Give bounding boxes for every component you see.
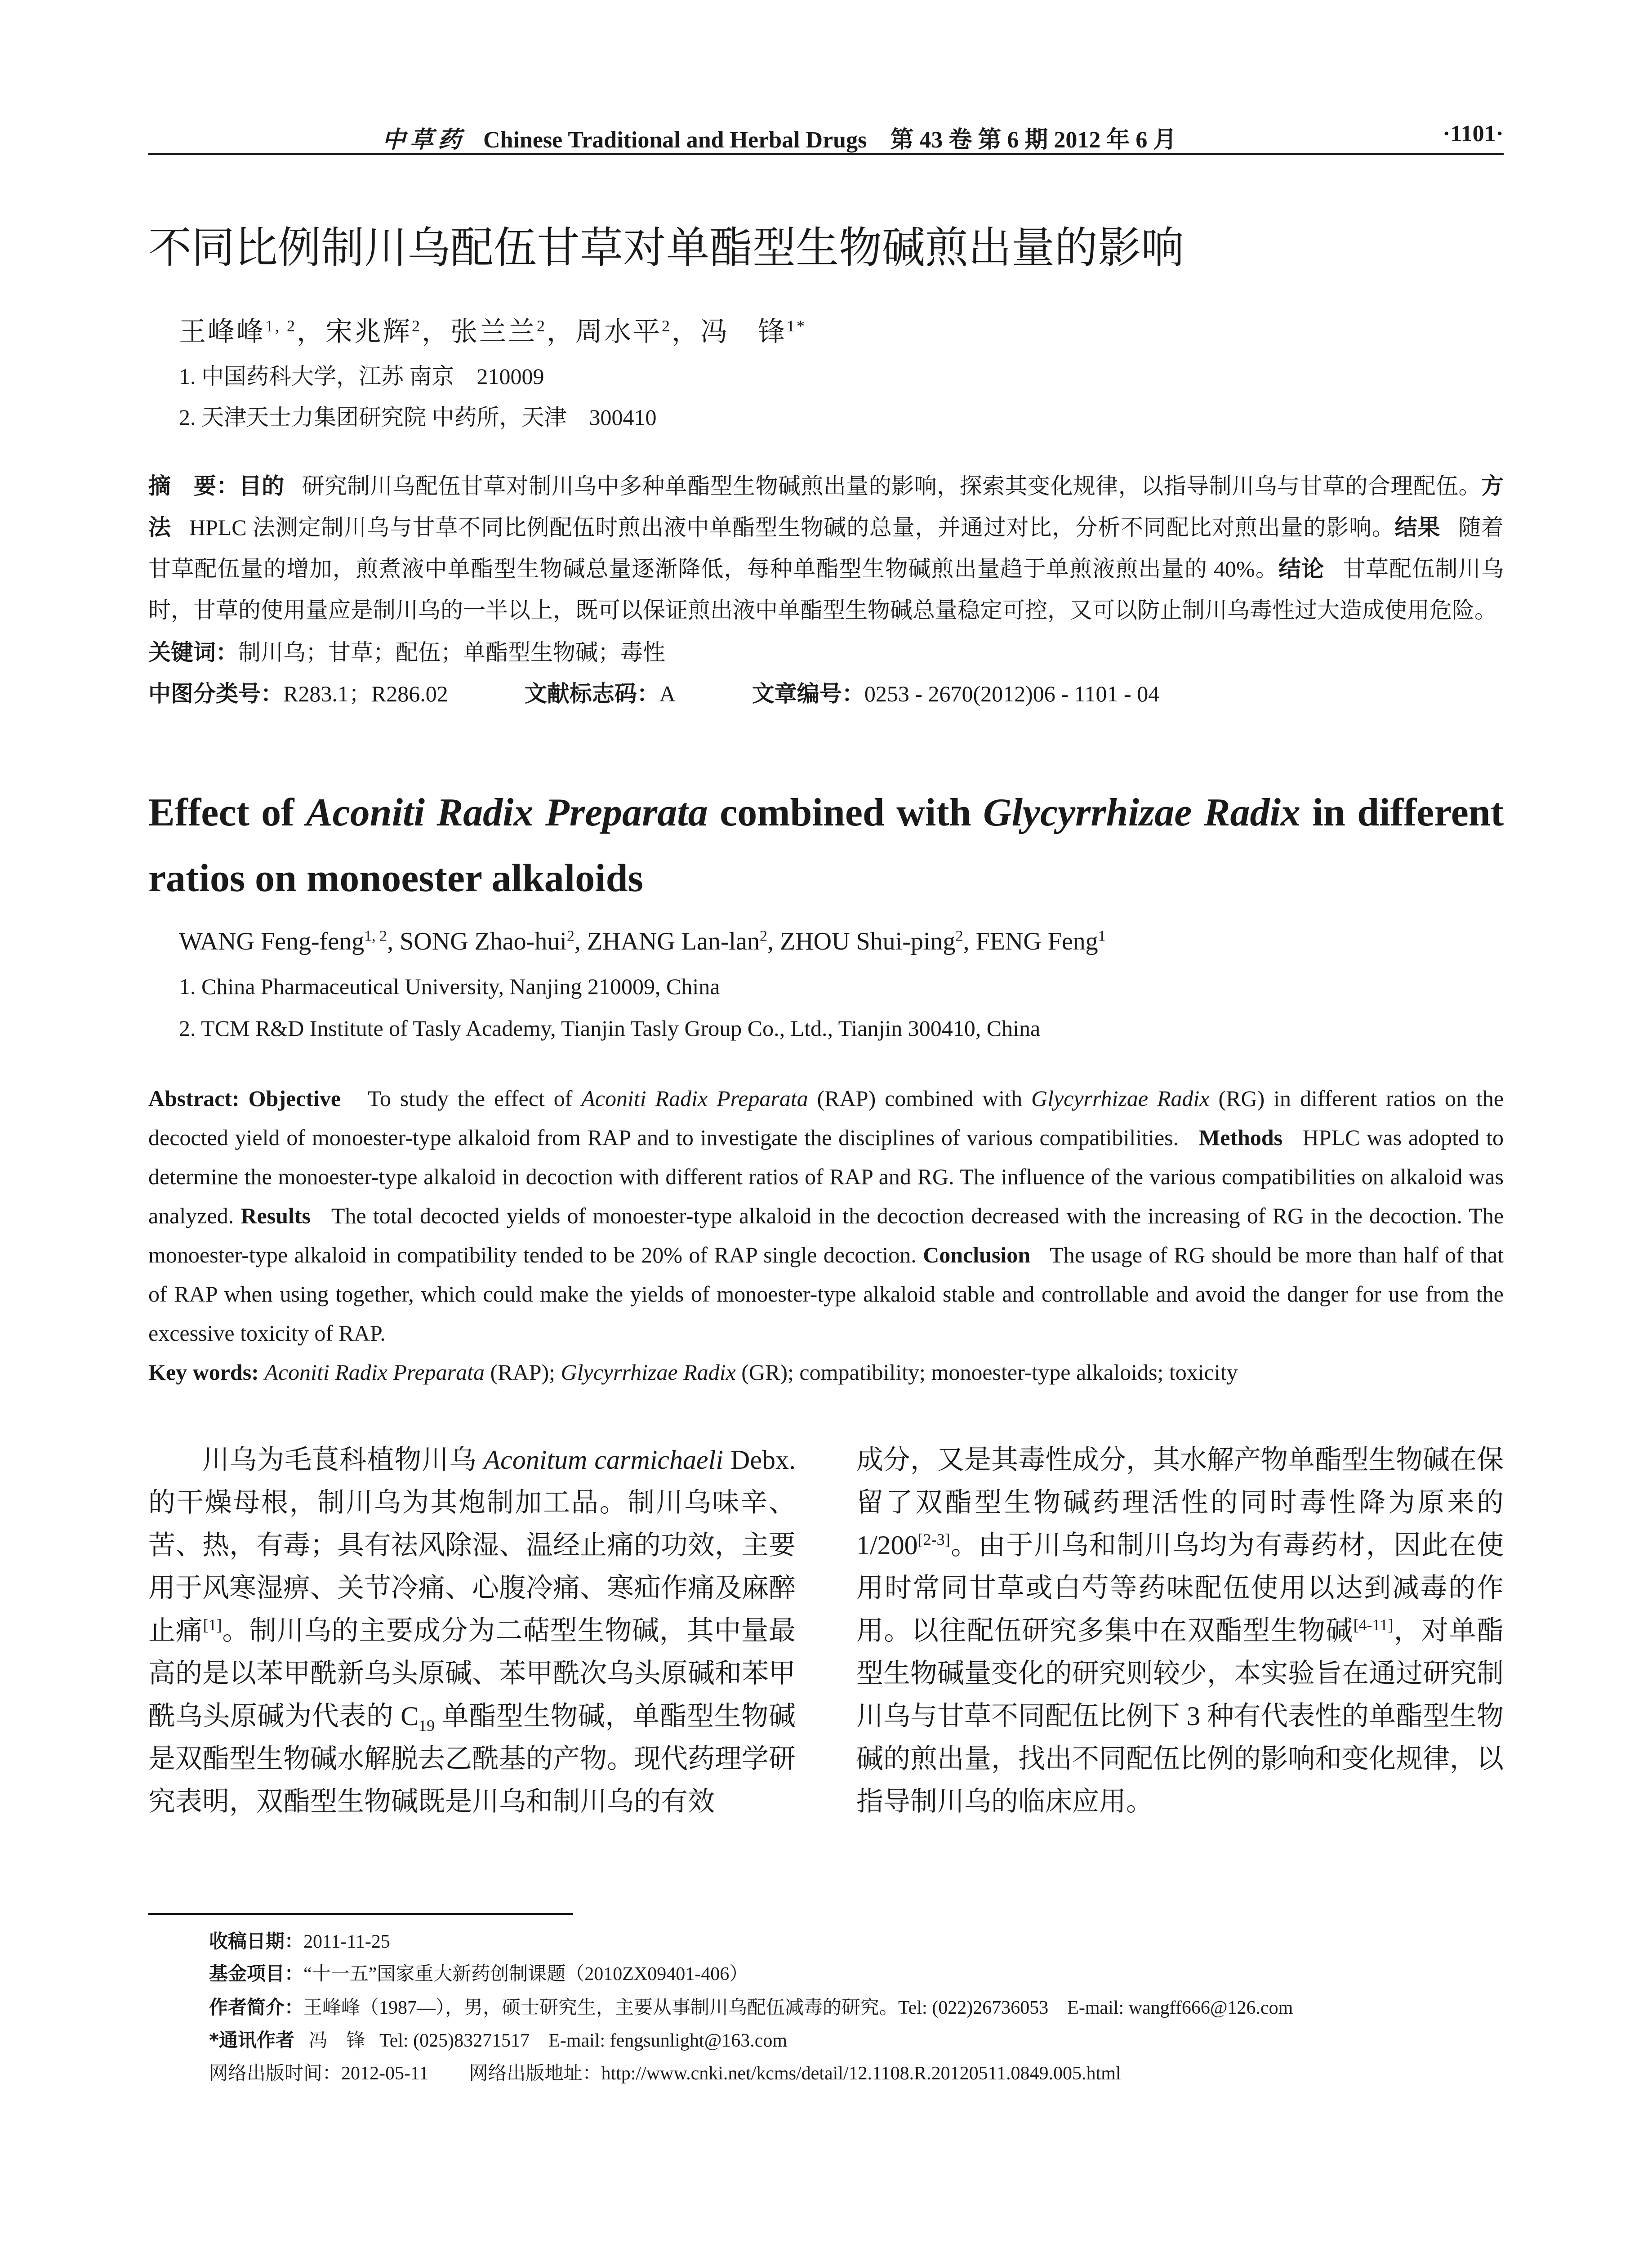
clc-code: R283.1；R286.02 <box>283 681 448 706</box>
objective-en-label: Objective <box>248 1086 341 1111</box>
cn-author-name: 王峰峰 <box>179 317 265 347</box>
paper-title-cn: 不同比例制川乌配伍甘草对单酯型生物碱煎出量的影响 <box>148 223 1184 273</box>
issue-info: 第 43 卷 第 6 期 2012 年 6 月 <box>890 127 1177 153</box>
title-en-run: Effect of <box>148 791 306 834</box>
author-list-en <box>179 927 1106 956</box>
footnote-received <box>209 1927 390 1954</box>
body-text-run: Debx. 的干燥母根，制川乌为其炮制加工品。制川乌味辛、苦、热，有毒；具有祛风除湿、温经止痛的功效，主要用于风寒湿痹、关节冷痛、心腹冷痛、寒疝作痛及麻醉止痛 <box>148 1445 796 1646</box>
cn-author-name: 宋兆辉 <box>325 317 412 347</box>
cn-author-separator: ， <box>297 317 325 347</box>
en-author-separator: , <box>767 928 780 955</box>
author-bio-label: 作者简介： <box>209 1996 304 2018</box>
footnote-fund <box>209 1959 748 1986</box>
en-author-separator: , <box>963 928 976 955</box>
conclusion-cn-label: 结论 <box>1278 556 1325 582</box>
keywords-en-label: Key words: <box>148 1360 259 1385</box>
objective-en-run: Glycyrrhizae Radix <box>1031 1086 1210 1111</box>
en-author-affil-mark: 2 <box>566 928 574 945</box>
footnote-author <box>209 1993 1293 2020</box>
doc-code-label: 文献标志码： <box>524 681 659 707</box>
keywords-en-run: (RAP); <box>485 1360 561 1385</box>
body-paragraph-left <box>148 1439 796 1823</box>
fund-label: 基金项目： <box>209 1963 304 1985</box>
online-url-label: 网络出版地址： <box>469 2063 601 2084</box>
en-author-affil-mark: 2 <box>955 928 963 945</box>
citation-ref: [4-11] <box>1353 1616 1394 1634</box>
corr-contact: Tel: (025)83271517 E-mail: fengsunlight@163.com <box>379 2030 788 2051</box>
body-text-run: ，对单酯型生物碱量变化的研究则较少，本实验旨在通过研究制川乌与甘草不同配伍比例下 3 种有代表性的单酯型生物碱的煎出量，找出不同配伍比例的影响和变化规律，以指导制川乌的临床应用。 <box>856 1616 1504 1816</box>
keywords-cn-text: 制川乌；甘草；配伍；单酯型生物碱；毒性 <box>238 640 665 665</box>
keywords-en-run: Glycyrrhizae Radix <box>561 1360 736 1385</box>
abstract-cn-label: 摘 要： <box>148 473 239 499</box>
body-text-run: 。由于川乌和制川乌均为有毒药材，因此在使用时常同甘草或白芍等药味配伍使用以达到减毒的作用。以往配伍研究多集中在双酯型生物碱 <box>856 1530 1504 1646</box>
objective-en-run: (RG) in different ratios on the decocted yield of monoester-type alkaloid from RAP and to investigate the disciplines of various compatibilities. <box>148 1086 1504 1150</box>
cn-author-affil-mark: 1, 2 <box>265 317 297 335</box>
cn-author-name: 张兰兰 <box>450 317 537 347</box>
en-author-affil-mark: 1, 2 <box>364 928 387 945</box>
objective-en-run: Aconiti Radix Preparata <box>581 1086 808 1111</box>
abstract-en-label: Abstract: <box>148 1086 240 1111</box>
corr-name: 冯 锋 <box>308 2030 365 2051</box>
body-text-run: Aconitum carmichaeli <box>484 1445 723 1475</box>
keywords-cn <box>148 632 1504 673</box>
title-en-run: Aconiti Radix Preparata <box>306 791 708 834</box>
received-date: 2011-11-25 <box>303 1931 390 1952</box>
body-text-run: 19 <box>419 1717 435 1735</box>
en-author-name: WANG Feng-feng <box>179 928 365 955</box>
classification-line <box>148 673 1504 714</box>
online-time-label: 网络出版时间： <box>209 2063 342 2084</box>
fund-text: “十一五”国家重大新药创制课题（2010ZX09401-406） <box>303 1964 748 1985</box>
cn-author-affil-mark: 2 <box>412 317 422 335</box>
corr-label: *通讯作者 <box>209 2029 294 2051</box>
objective-en <box>148 1086 1504 1150</box>
author-list-cn <box>179 310 806 349</box>
title-en-run: Glycyrrhizae Radix <box>983 791 1300 834</box>
en-author-name: FENG Feng <box>975 928 1098 955</box>
cn-author-separator: ， <box>422 317 450 347</box>
results-en-label: Results <box>240 1203 311 1228</box>
footnote-rule <box>148 1913 573 1915</box>
methods-en: HPLC was adopted to determine the monoester-type alkaloid in decoction with different ratios of RAP and RG. The influence of the various compatibilities on alkaloid was analyzed. <box>148 1125 1504 1228</box>
cn-author-name: 周水平 <box>575 317 662 347</box>
cn-author-affil-mark: 2 <box>662 317 672 335</box>
title-en-run: in different ratios on monoester alkaloids <box>148 791 1504 900</box>
doc-code: A <box>659 681 676 706</box>
en-author-name: ZHANG Lan-lan <box>587 928 760 955</box>
journal-name-en: Chinese Traditional and Herbal Drugs <box>483 127 867 153</box>
body-text-run: 成分，又是其毒性成分，其水解产物单酯型生物碱在保留了双酯型生物碱药理活性的同时毒性降为原来的 1/200 <box>856 1445 1504 1560</box>
en-author-name: ZHOU Shui-ping <box>779 928 956 955</box>
affiliation-en-1: 1. China Pharmaceutical University, Nanjing 210009, China <box>179 974 720 999</box>
en-author-affil-mark: 2 <box>759 928 767 945</box>
citation-ref: [1] <box>203 1616 222 1634</box>
title-en-run: combined with <box>708 791 983 834</box>
objective-cn-label: 目的 <box>239 473 285 499</box>
header-rule <box>148 153 1504 155</box>
clc-label: 中图分类号： <box>148 681 283 707</box>
objective-cn: 研究制川乌配伍甘草对制川乌中多种单酯型生物碱煎出量的影响，探索其变化规律，以指导制川乌与甘草的合理配伍。 <box>302 473 1482 499</box>
article-no-label: 文章编号： <box>752 681 864 707</box>
article-no: 0253 - 2670(2012)06 - 1101 - 04 <box>864 681 1160 706</box>
methods-en-label: Methods <box>1199 1125 1283 1150</box>
objective-en-run: (RAP) combined with <box>808 1086 1031 1111</box>
results-cn: 随着甘草配伍量的增加，煎煮液中单酯型生物碱总量逐渐降低，每种单酯型生物碱煎出量趋于单煎液煎出量的 40%。 <box>148 515 1504 581</box>
body-text-run: 单酯型生物碱，单酯型生物碱是双酯型生物碱水解脱去乙酰基的产物。现代药理学研究表明，双酯型生物碱既是川乌和制川乌的有效 <box>148 1701 796 1816</box>
en-author-separator: , <box>574 928 587 955</box>
cn-author-affil-mark: 2 <box>537 317 547 335</box>
conclusion-cn: 甘草配伍制川乌时，甘草的使用量应是制川乌的一半以上，既可以保证煎出液中单酯型生物碱总量稳定可控，又可以防止制川乌毒性过大造成使用危险。 <box>148 556 1504 623</box>
body-text-run: 川乌为毛茛科植物川乌 <box>202 1445 484 1475</box>
body-column-left <box>148 1439 796 1823</box>
methods-cn-label: 方法 <box>148 473 1504 540</box>
affiliation-cn-2: 2. 天津天士力集团研究院 中药所，天津 300410 <box>179 405 657 430</box>
keywords-en-run: (GR); compatibility; monoester-type alkaloids; toxicity <box>735 1360 1238 1385</box>
results-en: The total decocted yields of monoester-type alkaloid in the decoction decreased with the increasing of RG in the decoction. The monoester-type alkaloid in compatibility tended to be 20% of RAP single decoction. <box>148 1203 1504 1267</box>
author-bio: 王峰峰（1987—），男，硕士研究生，主要从事制川乌配伍减毒的研究。Tel: (022)26736053 E-mail: wangff666@126.com <box>303 1998 1293 2018</box>
affiliation-cn-1: 1. 中国药科大学，江苏 南京 210009 <box>179 364 544 389</box>
objective-en-run: To study the effect of <box>367 1086 582 1111</box>
journal-info <box>382 120 1176 154</box>
online-url: http://www.cnki.net/kcms/detail/12.1108.R.20120511.0849.005.html <box>601 2063 1121 2084</box>
affiliation-en-2: 2. TCM R&D Institute of Tasly Academy, Tianjin Tasly Group Co., Ltd., Tianjin 300410, China <box>179 1016 1041 1041</box>
cn-author-separator: ， <box>672 317 700 347</box>
body-text-run: 。制川乌的主要成分为二萜型生物碱，其中量最高的是以苯甲酰新乌头原碱、苯甲酰次乌头原碱和苯甲酰乌头原碱为代表的 C <box>148 1616 796 1731</box>
body-paragraph-right <box>856 1439 1504 1823</box>
received-label: 收稿日期： <box>209 1930 304 1952</box>
abstract-en <box>148 1079 1504 1392</box>
conclusion-en: The usage of RG should be more than half of that of RAP when using together, which could make the yields of monoester-type alkaloid stable and controllable and avoid the danger for use from the excessive toxicity of RAP. <box>148 1242 1504 1346</box>
footnote-online <box>209 2058 1121 2085</box>
body-column-right <box>856 1439 1504 1823</box>
conclusion-en-label: Conclusion <box>923 1242 1031 1267</box>
cn-author-affil-mark: 1* <box>787 317 806 335</box>
keywords-cn-label: 关键词： <box>148 639 238 665</box>
paper-title-en <box>148 780 1504 911</box>
results-cn-label: 结果 <box>1394 514 1441 540</box>
keywords-en <box>264 1360 1238 1385</box>
abstract-cn <box>148 465 1504 631</box>
citation-ref: [2-3] <box>917 1530 950 1548</box>
online-time: 2012-05-11 <box>341 2063 429 2084</box>
running-header <box>148 112 1504 152</box>
en-author-name: SONG Zhao-hui <box>400 928 567 955</box>
en-author-separator: , <box>387 928 400 955</box>
en-author-affil-mark: 1 <box>1098 928 1106 945</box>
keywords-en-run: Aconiti Radix Preparata <box>264 1360 485 1385</box>
footnote-corresponding <box>209 2025 787 2052</box>
cn-author-name: 冯 锋 <box>700 317 787 347</box>
journal-name-cn: 中草药 <box>382 126 466 153</box>
page-number: ·1101· <box>1443 121 1504 147</box>
cn-author-separator: ， <box>547 317 575 347</box>
methods-cn: HPLC 法测定制川乌与甘草不同比例配伍时煎出液中单酯型生物碱的总量，并通过对比，分析不同配比对煎出量的影响。 <box>189 515 1395 540</box>
